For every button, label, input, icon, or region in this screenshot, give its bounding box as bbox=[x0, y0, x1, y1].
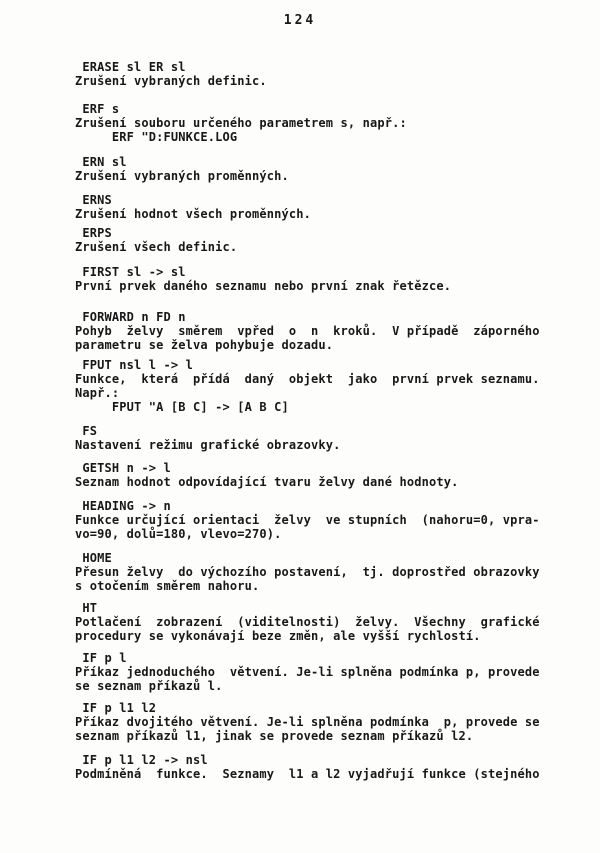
text-line: Zrušení souboru určeného parametrem s, např.: bbox=[75, 116, 407, 130]
command-header: FIRST sl -> sl bbox=[75, 265, 186, 279]
command-entry bbox=[75, 551, 540, 593]
text-line: ERF "D:FUNKCE.LOG bbox=[75, 130, 238, 144]
command-header: ERASE sl ER sl bbox=[75, 60, 186, 74]
command-entry bbox=[75, 753, 540, 781]
command-header: FORWARD n FD n bbox=[75, 310, 186, 324]
command-entry bbox=[75, 155, 289, 183]
text-line: parametru se želva pohybuje dozadu. bbox=[75, 338, 334, 352]
command-header: ERNS bbox=[75, 193, 112, 207]
text-line: Funkce určující orientaci želvy ve stupních (nahoru=0, vpra- bbox=[75, 513, 540, 527]
text-line: Zrušení všech definic. bbox=[75, 240, 238, 254]
text-line: Přesun želvy do výchozího postavení, tj. doprostřed obrazovky bbox=[75, 565, 540, 579]
command-entry bbox=[75, 310, 540, 352]
text-line: Seznam hodnot odpovídající tvaru želvy dané hodnoty. bbox=[75, 475, 459, 489]
text-line: vo=90, dolů=180, vlevo=270). bbox=[75, 527, 282, 541]
text-line: Potlačení zobrazení (viditelnosti) želvy. Všechny grafické bbox=[75, 615, 540, 629]
text-line: Funkce, která přídá daný objekt jako první prvek seznamu. bbox=[75, 372, 540, 386]
command-header: FS bbox=[75, 424, 98, 438]
command-entry bbox=[75, 424, 341, 452]
command-header: HOME bbox=[75, 551, 112, 565]
command-header: ERN sl bbox=[75, 155, 127, 169]
text-line: seznam příkazů l1, jinak se provede seznam příkazů l2. bbox=[75, 729, 474, 743]
command-header: HT bbox=[75, 601, 98, 615]
page-number: 124 bbox=[283, 13, 317, 28]
command-header: FPUT nsl l -> l bbox=[75, 358, 193, 372]
text-line: Zrušení vybraných definic. bbox=[75, 74, 267, 88]
command-entry bbox=[75, 226, 237, 254]
command-header: GETSH n -> l bbox=[75, 461, 171, 475]
text-line: Zrušení hodnot všech proměnných. bbox=[75, 207, 311, 221]
text-line: procedury se vykonávají beze změn, ale vyšší rychlostí. bbox=[75, 629, 481, 643]
text-line: s otočením směrem nahoru. bbox=[75, 579, 260, 593]
command-header: HEADING -> n bbox=[75, 499, 171, 513]
command-header: IF p l1 l2 -> nsl bbox=[75, 753, 208, 767]
text-line: Zrušení vybraných proměnných. bbox=[75, 169, 289, 183]
text-line: Pohyb želvy směrem vpřed o n kroků. V případě záporného bbox=[75, 324, 540, 338]
command-entry bbox=[75, 193, 311, 221]
command-entry bbox=[75, 651, 540, 693]
text-line: Příkaz jednoduchého větvení. Je-li splněna podmínka p, provede bbox=[75, 665, 540, 679]
command-entry bbox=[75, 601, 540, 643]
text-line: se seznam příkazů l. bbox=[75, 679, 223, 693]
command-entry bbox=[75, 461, 458, 489]
command-entry bbox=[75, 701, 540, 743]
text-line: Příkaz dvojitého větvení. Je-li splněna podmínka p, provede se bbox=[75, 715, 540, 729]
text-line: FPUT "A [B C] -> [A B C] bbox=[75, 400, 289, 414]
command-header: IF p l bbox=[75, 651, 127, 665]
command-entry bbox=[75, 102, 407, 144]
text-line: Podmíněná funkce. Seznamy l1 a l2 vyjadřují funkce (stejného bbox=[75, 767, 540, 781]
command-header: ERPS bbox=[75, 226, 112, 240]
command-header: ERF s bbox=[75, 102, 120, 116]
text-line: První prvek daného seznamu nebo první znak řetězce. bbox=[75, 279, 452, 293]
command-entry bbox=[75, 265, 451, 293]
command-entry bbox=[75, 499, 540, 541]
text-line: Nastavení režimu grafické obrazovky. bbox=[75, 438, 341, 452]
command-entry bbox=[75, 358, 540, 414]
command-entry bbox=[75, 60, 267, 88]
command-header: IF p l1 l2 bbox=[75, 701, 157, 715]
text-line: Např.: bbox=[75, 386, 120, 400]
